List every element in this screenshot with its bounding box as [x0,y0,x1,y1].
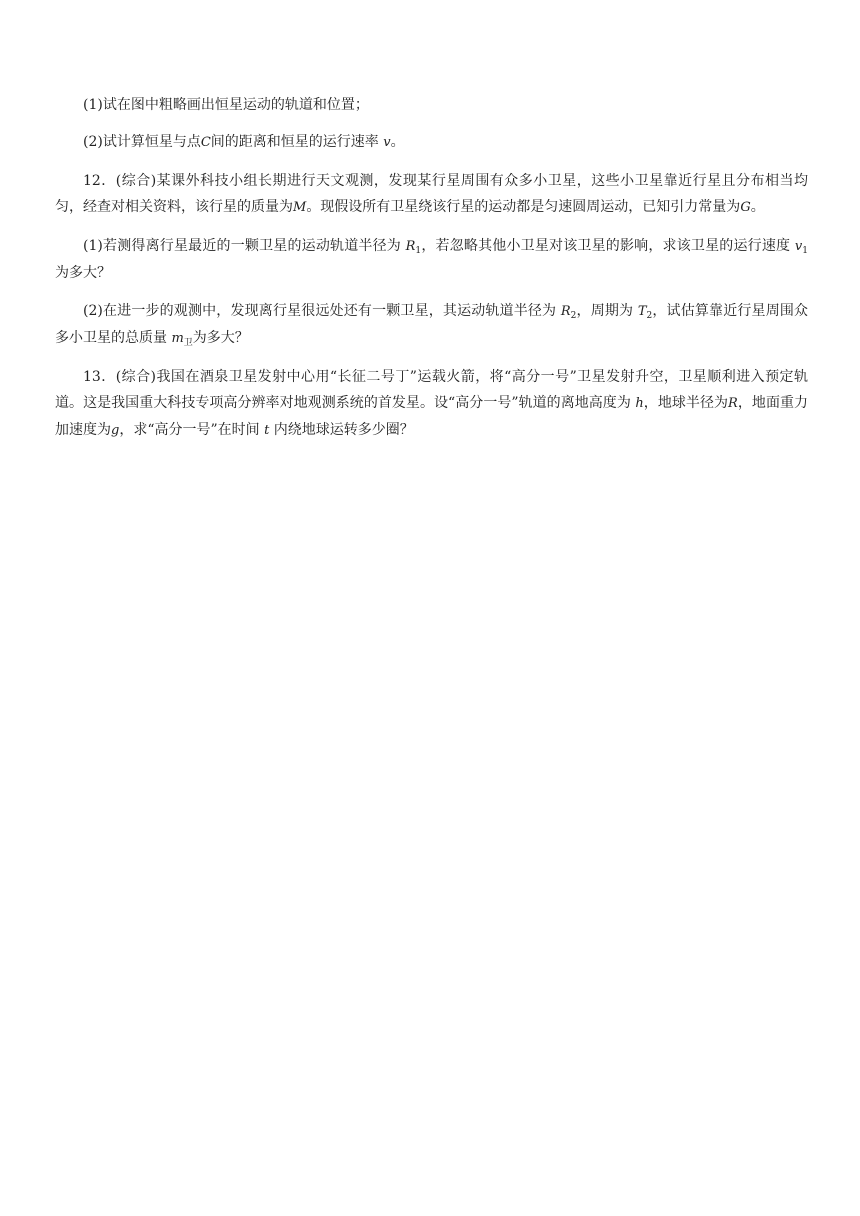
q13-var-g: g [111,423,120,438]
q12-var-g: G [740,200,751,215]
q12-part2-text-b: ，周期为 [576,303,634,319]
q12-part2-var-m: m [171,331,184,346]
q12-part1-sub-r: 1 [415,246,422,256]
q12-part1-text-b: ，若忽略其他小卫星对该卫星的影响，求该卫星的运行速度 [421,238,791,254]
q13-stem-text-c: ，地面重力加速度为 [55,395,809,438]
q11-var-v: v [383,135,391,150]
q11-part1-text: (1)试在图中粗略画出恒星运动的轨道和位置； [83,97,369,113]
q12-part2-text-d: 为多大？ [192,330,249,346]
q13-stem [55,364,808,444]
q13-var-r: R [728,396,738,411]
q12-part2-sub-r: 2 [570,311,577,321]
q11-part1 [55,92,808,118]
q11-part2 [55,129,808,156]
q12-part1-var-v: v [794,239,803,254]
q12-stem-text-b: 。现假设所有卫星绕该行星的运动都是匀速圆周运动，已知引力常量为 [306,199,741,215]
q12-part2-text-a: (2)在进一步的观测中，发现离行星很远处还有一颗卫星，其运动轨道半径为 [83,303,557,319]
q12-part2-var-r: R [560,304,571,319]
q12-part1 [55,233,808,286]
q11-part2-text-a: (2)试计算恒星与点 [83,134,201,150]
document-content [55,92,808,444]
q13-var-h: h [635,396,644,411]
q12-part2 [55,298,808,352]
q12-part2-sub-t: 2 [646,311,653,321]
q12-stem [55,168,808,221]
q13-stem-text-a: 13．(综合)我国在酒泉卫星发射中心用“长征二号丁”运载火箭，将“高分一号”卫星发射升空，卫星顺利进入预定轨道。这是我国重大科技专项高分辨率对地观测系统的首发星。设“高分一号”轨道的离地高度为 [55,369,808,411]
q12-part1-sub-v: 1 [802,246,808,256]
q12-var-m: M [293,200,307,215]
q13-stem-text-b: ，地球半径为 [643,395,729,411]
q12-part1-var-r: R [405,239,416,254]
q12-part1-text-a: (1)若测得离行星最近的一颗卫星的运动轨道半径为 [83,238,401,254]
q11-var-c: C [200,135,211,150]
q12-part1-text-c: 为多大？ [55,265,111,281]
q12-part2-text-c: ，试估算靠近行星周围众多小卫星的总质量 [55,303,809,346]
q12-part2-sub-m: 卫 [183,338,193,348]
q13-stem-text-d: ，求“高分一号”在时间 [119,422,260,438]
q12-part2-var-t: T [637,304,647,319]
q13-var-t: t [264,423,270,438]
q12-stem-text-a: 12．(综合)某课外科技小组长期进行天文观测，发现某行星周围有众多小卫星，这些小卫星靠近行星且分布相当均匀，经查对相关资料，该行星的质量为 [55,173,808,215]
q11-part2-text-b: 间的距离和恒星的运行速率 [210,134,379,150]
q13-stem-text-e: 内绕地球运转多少圈？ [273,422,414,438]
q12-stem-end: 。 [750,199,765,215]
q11-part2-end: 。 [390,134,405,150]
